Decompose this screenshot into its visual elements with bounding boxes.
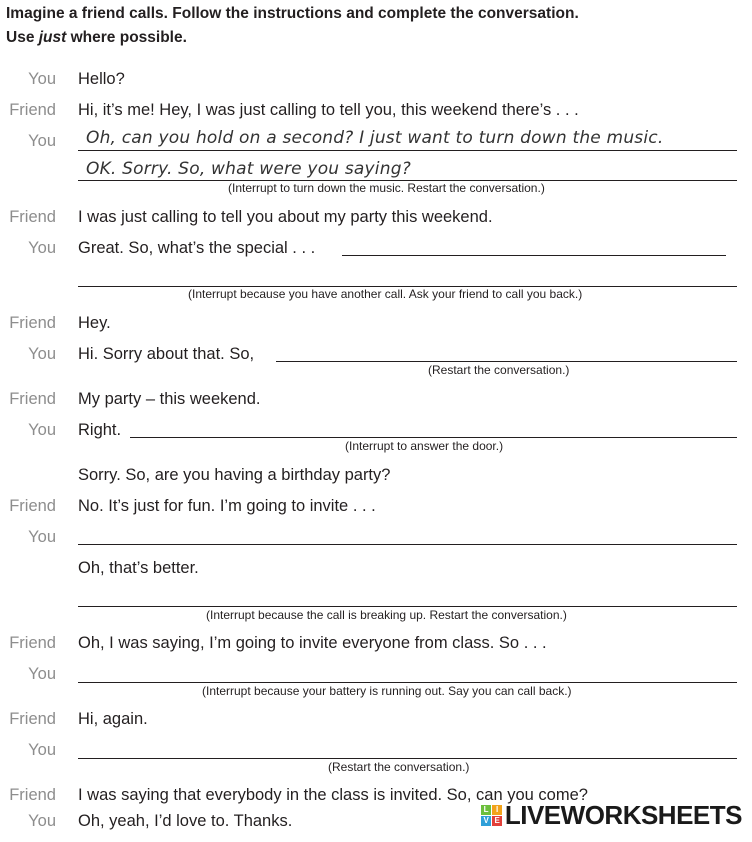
instruction-hint: (Interrupt because your battery is running out. Say you can call back.): [202, 684, 572, 698]
speaker-you: You: [28, 741, 56, 759]
answer-underline: [78, 150, 737, 151]
answer-input-5[interactable]: [78, 522, 745, 544]
logo-letter: I: [492, 805, 502, 815]
dialogue-line: Oh, I was saying, I’m going to invite everyone from class. So . . .: [78, 634, 547, 652]
dialogue-line: I was just calling to tell you about my party this weekend.: [78, 208, 493, 226]
speaker-you: You: [28, 345, 56, 363]
example-answer-line-1: Oh, can you hold on a second? I just want to turn down the music.: [86, 128, 664, 148]
dialogue-line: Hey.: [78, 314, 111, 332]
answer-underline: [78, 544, 737, 545]
answer-input-3[interactable]: [276, 339, 745, 361]
example-answer-line-2: OK. Sorry. So, what were you saying?: [86, 159, 411, 179]
instruction-hint: (Restart the conversation.): [428, 363, 570, 377]
speaker-friend: Friend: [9, 786, 56, 804]
answer-underline: [78, 758, 737, 759]
speaker-friend: Friend: [9, 390, 56, 408]
speaker-you: You: [28, 421, 56, 439]
instruction-hint: (Interrupt because the call is breaking up. Restart the conversation.): [206, 608, 567, 622]
logo-letter: V: [481, 816, 491, 826]
answer-input-1[interactable]: [342, 233, 734, 255]
dialogue-line: Hi. Sorry about that. So,: [78, 345, 255, 363]
answer-underline: [78, 682, 737, 683]
speaker-you: You: [28, 812, 56, 830]
instructions-line-2: [6, 29, 187, 47]
answer-underline: [130, 437, 737, 438]
dialogue-line: Hi, again.: [78, 710, 148, 728]
dialogue-line: Sorry. So, are you having a birthday party?: [78, 466, 391, 484]
speaker-you: You: [28, 665, 56, 683]
instructions-line-1: Imagine a friend calls. Follow the instructions and complete the conversation.: [6, 5, 579, 22]
instructions-emphasis: just: [38, 29, 67, 46]
instructions-prefix: Use: [6, 29, 39, 46]
speaker-you: You: [28, 239, 56, 257]
answer-underline: [342, 255, 726, 256]
instruction-hint: (Interrupt to answer the door.): [345, 439, 504, 453]
logo-grid-icon: [481, 805, 502, 826]
dialogue-line: My party – this weekend.: [78, 390, 261, 408]
dialogue-line: Oh, that’s better.: [78, 559, 199, 577]
dialogue-line: I was saying that everybody in the class is invited. So, can you come?: [78, 786, 588, 804]
speaker-you: You: [28, 132, 56, 150]
answer-underline: [276, 361, 737, 362]
logo-letter: L: [481, 805, 491, 815]
dialogue-line: Hello?: [78, 70, 125, 88]
dialogue-line: Right.: [78, 421, 122, 439]
instruction-hint: (Interrupt because you have another call. Ask your friend to call you back.): [188, 287, 583, 301]
answer-input-8[interactable]: [78, 736, 745, 758]
dialogue-line: Oh, yeah, I’d love to. Thanks.: [78, 812, 293, 830]
answer-input-6[interactable]: [78, 584, 745, 606]
logo-letter: E: [492, 816, 502, 826]
speaker-friend: Friend: [9, 314, 56, 332]
instructions-suffix: where possible.: [66, 29, 187, 46]
liveworksheets-logo: [481, 800, 742, 831]
speaker-you: You: [28, 70, 56, 88]
speaker-friend: Friend: [9, 497, 56, 515]
speaker-friend: Friend: [9, 208, 56, 226]
speaker-friend: Friend: [9, 710, 56, 728]
answer-underline: [78, 606, 737, 607]
speaker-friend: Friend: [9, 101, 56, 119]
logo-text: LIVEWORKSHEETS: [504, 800, 742, 830]
speaker-friend: Friend: [9, 634, 56, 652]
instruction-hint: (Interrupt to turn down the music. Restart the conversation.): [228, 181, 545, 195]
dialogue-line: Hi, it’s me! Hey, I was just calling to tell you, this weekend there’s . . .: [78, 101, 579, 119]
answer-input-7[interactable]: [78, 660, 745, 682]
dialogue-line: Great. So, what’s the special . . .: [78, 239, 316, 257]
dialogue-line: No. It’s just for fun. I’m going to invite . . .: [78, 497, 376, 515]
answer-input-4[interactable]: [130, 415, 745, 437]
instruction-hint: (Restart the conversation.): [328, 760, 470, 774]
answer-input-2[interactable]: [78, 264, 745, 286]
speaker-you: You: [28, 528, 56, 546]
